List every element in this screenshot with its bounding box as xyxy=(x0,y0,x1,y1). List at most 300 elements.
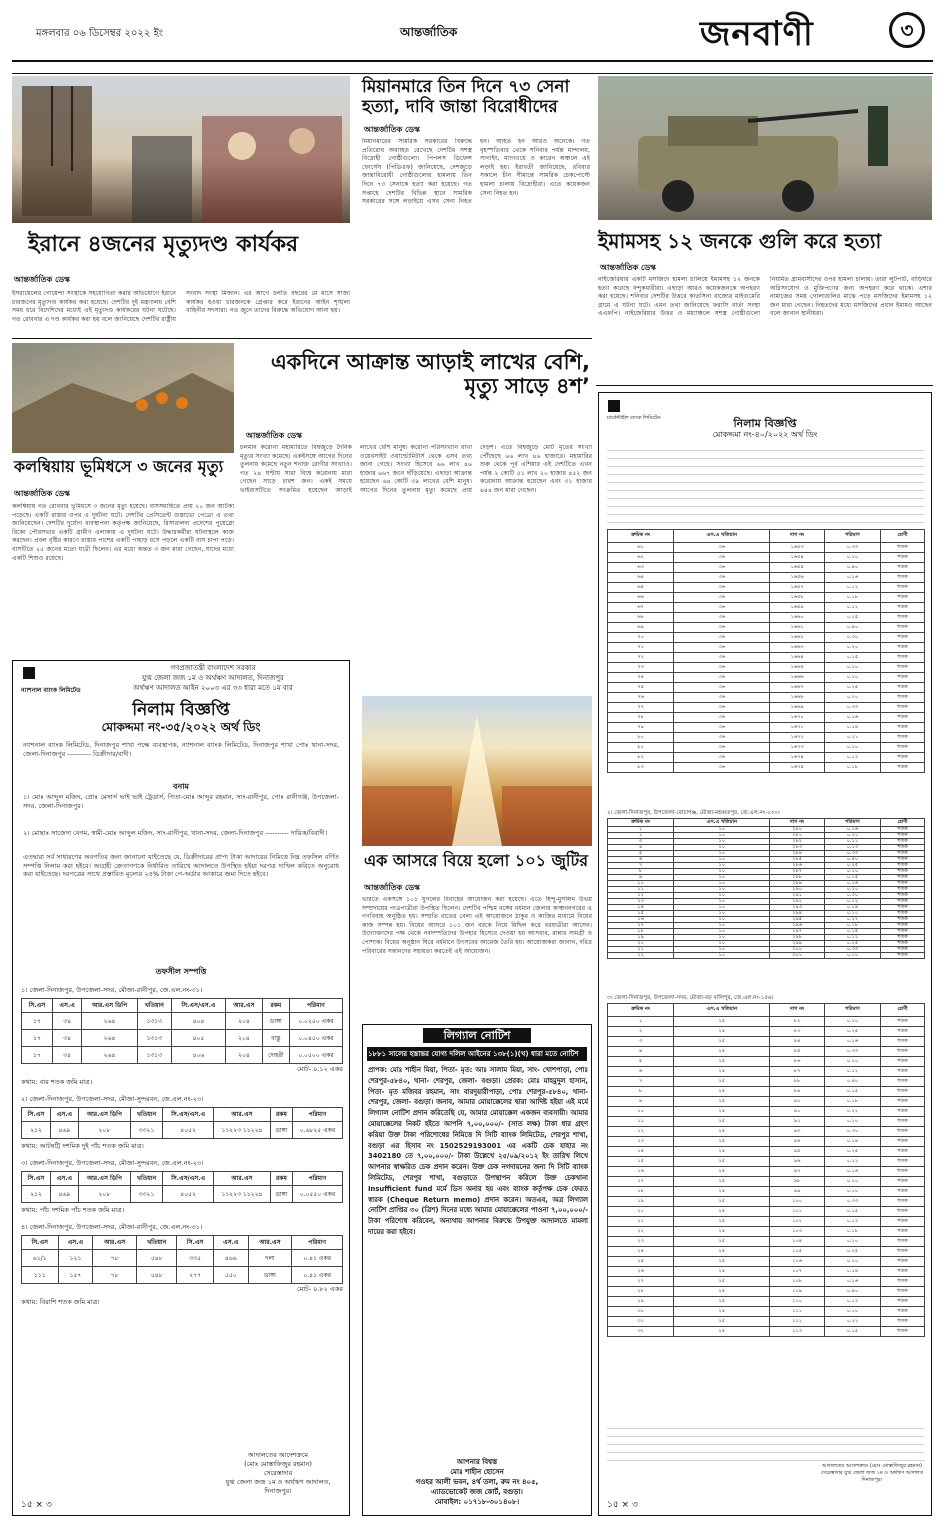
table-cell: ৭৩ xyxy=(608,663,674,673)
right-table-3 xyxy=(607,1003,925,1337)
table-cell: ২৫ xyxy=(674,1167,770,1177)
table-cell: ৭১ xyxy=(608,643,674,653)
table-header-cell: পরিমাণ xyxy=(824,819,880,827)
table-cell: ০.৬৮২৫ একর xyxy=(292,1122,342,1139)
table-cell: ৩২ xyxy=(608,1327,674,1337)
table-row xyxy=(608,1277,925,1287)
right-bank-name: মার্কেন্টাইল ব্যাংক লিমিটেড xyxy=(607,415,661,421)
legal-sign-by: আপনার বিশ্বস্ত xyxy=(456,1458,498,1466)
iran-photo-art xyxy=(12,76,350,223)
table-cell: ০.১৬ xyxy=(824,1037,880,1047)
table-cell: ১০ xyxy=(674,881,770,887)
table-cell: শতক xyxy=(880,593,924,603)
auction-title: নিলাম বিজ্ঞপ্তি xyxy=(132,700,230,720)
table-row xyxy=(608,1207,925,1217)
logo-text: জনবাণী xyxy=(700,14,814,54)
table-cell: ১০ xyxy=(674,953,770,959)
table-cell: ২৯ xyxy=(608,1297,674,1307)
table-cell: ১৬৬০ xyxy=(770,613,825,623)
table-header-cell: শ্রেণী xyxy=(880,530,924,543)
table-cell: ২৮৯ xyxy=(770,881,825,887)
table-cell: শতক xyxy=(880,743,924,753)
table-cell: ১৩১৩ xyxy=(137,1030,171,1047)
table-cell: ০.২০ xyxy=(824,1057,880,1067)
table-header-cell: শ্রেণী xyxy=(880,1004,924,1017)
table-cell: ৪৬৯ xyxy=(51,1122,79,1139)
table-cell: ৭৮ xyxy=(93,1250,137,1267)
table-header-cell: সি.এস/এস.এ xyxy=(163,1108,214,1122)
table-cell: ১৮ xyxy=(608,1187,674,1197)
table-cell: ৩৬ xyxy=(674,633,770,643)
table-cell: ২৯১ xyxy=(770,893,825,899)
table-cell: ১৬৭২ xyxy=(770,733,825,743)
table-cell: ০.১৮ xyxy=(824,1097,880,1107)
table-cell: ২৫ xyxy=(674,1217,770,1227)
wedding-headline: এক আসরে বিয়ে হলো ১০১ জুটির xyxy=(364,851,588,870)
table-cell: ৩৪ xyxy=(52,1047,81,1064)
table-cell: ৯১ xyxy=(770,1107,825,1117)
table-cell: ৮৩ xyxy=(770,1027,825,1037)
table-header-cell: দাগ নং xyxy=(770,530,825,543)
table-cell: শতক xyxy=(880,1297,924,1307)
nigeria-desk: আন্তর্জাতিক ডেস্ক xyxy=(600,263,656,272)
table-header-cell: এস.এ xyxy=(51,1108,79,1122)
table-cell: ১০ xyxy=(674,905,770,911)
right-bank-logo-icon xyxy=(607,399,621,413)
table-cell: ০.৪০ xyxy=(824,1077,880,1087)
iran-photo xyxy=(12,76,350,223)
table-cell: ২৪ xyxy=(608,1247,674,1257)
table-cell: ২৫ xyxy=(674,1237,770,1247)
table-cell: ৬ xyxy=(608,857,674,863)
table-cell: শতক xyxy=(880,1077,924,1087)
table-row xyxy=(608,1287,925,1297)
table-cell: ১০১ xyxy=(770,1207,825,1217)
table-cell: ৮১ xyxy=(608,743,674,753)
table-cell: শতক xyxy=(880,1087,924,1097)
table-cell: শতক xyxy=(880,1057,924,1067)
table-header-cell: খতিয়ান xyxy=(137,999,171,1013)
legal-body: প্রাপক: মোঃ শাহীন মিয়া, পিতা- মৃত: আঃ সালাম মিয়া, সাং- খোশপাড়া, পোঃ শেরপুর-৫৮৪০, থানা- শেরপুর, জেলা- বগুড়া। প্রেরক: মোঃ মাহমুদুল হাসান, পিতা- মৃত মজিবর রহমান, সাং বারদুয়ারীপাড়া, পোঃ শেরপুর-৫৮৪০, থানা- শেরপুর, জেলা- বগুড়া। জনাব, আমার মোয়াক্কেলের দ্বারা আদিষ্ট হইয়া এই মর্মে লিগ্যাল নোটিশ প্রদান করিতেছি যে, আমার মোয়াক্কেল একজন ব্যবসায়ী। আমার মোয়াক্কেলের নিকট হইতে আপনি ৭,০০,০০০/- (সাত লক্ষ) টাকা ধার গ্রহণ করিয়া উক্ত টাকা পরিশোধের নিমিত্তে দি সিটি ব্যাংক লিমিটেড, শেরপুর শাখা, বগুড়া এর হিসাব নং 1502529193001 এর একটি চেক যাহার নং 3402180 তে ৭,০০,০০০/- টাকা উল্লেখে ২৫/০৯/২০১২ ইং তারিখ লিখে আপনার স্বাক্ষরিত চেক প্রদান করেন। উক্ত চেক নগদায়নের জন্য দি সিটি ব্যাংক লিমিটেড, শেরপুর শাখা, বগুড়াতে উপস্থাপন করিলে উক্ত চেকখানা Insufficient fund মর্মে ডিস অনার হয় এবং ব্যাংক কর্তৃপক্ষ চেক ফেরত স্বারক (Cheque Return memo) প্রদান করেন। অতএব, অত্র লিগ্যাল নোটিশ প্রাপ্তির ৩০ (ত্রিশ) দিনের মধ্যে আমার মোয়াক্কেলের পাওনা ৭,০০,০০০/- টাকা পরিশোধ করিবেন, অন্যথায় আপনার বিরুদ্ধে উপযুক্ত আদালতে মামলা দায়ের করা হইবে। xyxy=(368,1066,588,1236)
table-header-cell: আর.এস ডিপি xyxy=(78,1108,130,1122)
case-number: মোকদ্দমা নং-৩৫/২০২২ অর্থ ডিং xyxy=(101,720,261,734)
table-cell: ২০৪ xyxy=(225,1030,262,1047)
table-cell: ০.৪০ xyxy=(824,857,880,863)
table-cell: শতক xyxy=(880,1067,924,1077)
table-cell: ৩৬ xyxy=(674,603,770,613)
table-cell: ০.১৪ xyxy=(824,1267,880,1277)
table-cell: ৬৩ xyxy=(608,563,674,573)
table-cell: ১৭ xyxy=(22,1047,53,1064)
table-cell: ৩৬ xyxy=(674,663,770,673)
table-cell: ০.২০ xyxy=(824,887,880,893)
table-cell: ৩৬ xyxy=(674,743,770,753)
table-cell: ৩০১ xyxy=(770,953,825,959)
table-header-cell: সি.এস xyxy=(22,999,53,1013)
right-notice-body xyxy=(607,443,925,523)
table-cell: ৩৬ xyxy=(674,583,770,593)
table-cell: ০.১৬ xyxy=(824,713,880,723)
schedule-label: তফসীল সম্পত্তি xyxy=(155,967,207,976)
table-cell: ৬১/১ xyxy=(22,1250,59,1267)
table-header-cell: পরিমাণ xyxy=(292,1172,342,1186)
data-table xyxy=(21,1107,343,1139)
table-cell: ০.৪০ xyxy=(824,623,880,633)
table-caption: ৪। জেলা-দিনাজপুর, উপজেলা-সদর, মৌজা-রানীপুর, জে.এল.নং-৩১। xyxy=(21,1223,203,1231)
right-table-1 xyxy=(607,529,925,773)
newspaper-logo xyxy=(700,8,930,53)
table-row xyxy=(608,1127,925,1137)
table-cell: শতক xyxy=(880,1227,924,1237)
table-cell: ১৭ xyxy=(22,1013,53,1030)
table-cell: ৩০০ xyxy=(770,947,825,953)
table-cell: ৯৮ xyxy=(770,1177,825,1187)
table-cell: ১৬৫৮ xyxy=(770,593,825,603)
table-cell: ১১১ xyxy=(22,1267,59,1284)
wedding-photo-art xyxy=(362,696,592,846)
table-cell: ২৮০ xyxy=(770,827,825,833)
table-cell: ০.১০ xyxy=(824,1017,880,1027)
table-cell: ৩৬ xyxy=(674,673,770,683)
table-row xyxy=(608,1247,925,1257)
table-cell: ২৫ xyxy=(674,1267,770,1277)
table-header-cell: খতিয়ান xyxy=(130,1108,162,1122)
table-cell: ০.১৬ xyxy=(824,573,880,583)
table-cell: ১০৬ xyxy=(770,1257,825,1267)
table-cell: ২৫ xyxy=(674,1177,770,1187)
covid-body: চলমান করোনা মহামারিতে বিশ্বজুড়ে দৈনিক মৃত্যুর সংখ্যা কমেছে। একইসঙ্গে আগের দিনের তুলনায় কমেছে নতুন শনাক্ত রোগীর সংখ্যাও। গত ২৪ ঘণ্টায় সারা বিশ্বে করোনায় মারা গেছেন সাড়ে চারশ জন। একই সময়ে ভাইরাসটিতে সংক্রমিত হয়েছেন আড়াই লাখের বেশি মানুষ। করোনা পরিসংখ্যান রাখা ওয়েবসাইট ওয়ার্ল্ডোমিটার্স থেকে এসব তথ্য জানা গেছে। সংখ্যা হিসেবে ৬৬ লাখ ৪৬ হাজার ৬৬৭ জনে দাঁড়িয়েছে। এছাড়া আক্রান্ত হয়েছেন ৬৪ কোটি ৩৯ লাখের বেশি মানুষ। আগের দিনের তুলনায় মৃত্যু কমেছে প্রায় দেড়শ। এতে বিশ্বজুড়ে মোট মৃতের সংখ্যা পৌঁছেছে ৬৬ লাখ ৪৬ হাজারে। মহামারির শুরু থেকে পূর্ব এশিয়ার এই দেশটিতে এখন পর্যন্ত ২ কোটি ৫১ লাখ ২০ হাজার ৪৫২ জন করোনায় আক্রান্ত হয়েছেন এবং ৩১ হাজার ৬৪৪ জন মারা গেছেন। xyxy=(240,444,592,494)
table-cell: ১০ xyxy=(674,929,770,935)
table-cell: ১০ xyxy=(608,881,674,887)
table-cell: ৮২ xyxy=(770,1017,825,1027)
table-cell: ৪০৫২ xyxy=(163,1122,214,1139)
table-row xyxy=(22,1030,343,1047)
table-cell: শতক xyxy=(880,1207,924,1217)
table-header-cell: আর.এস xyxy=(93,1236,137,1250)
table-cell: ১৩ xyxy=(608,899,674,905)
table-cell: ১৬ xyxy=(608,917,674,923)
table-cell: ৩৪ xyxy=(52,1030,81,1047)
page-number-badge: ৩ xyxy=(889,12,925,48)
table-cell: ১০ xyxy=(674,839,770,845)
table-row xyxy=(22,1013,343,1030)
table-row xyxy=(608,1047,925,1057)
table-cell: ১০ xyxy=(674,851,770,857)
table-cell: ০.২২ xyxy=(824,1317,880,1327)
table-cell: ২৫ xyxy=(674,1207,770,1217)
auction-notice-right xyxy=(598,392,932,1516)
table-cell: ৭৪ xyxy=(608,673,674,683)
table-cell: ২৯৭ xyxy=(770,929,825,935)
data-table xyxy=(21,998,343,1064)
table-cell: ০.১৬ xyxy=(824,1277,880,1287)
table-cell: ১৬৫৭ xyxy=(770,583,825,593)
table-note: কথায়: আটষট্টি দশমিক দুই পাঁচ শতক জমি মাত্র। xyxy=(21,1142,144,1150)
table-cell: ১৪ xyxy=(608,905,674,911)
table-cell: ১৫ xyxy=(608,911,674,917)
table-cell: ২৫ xyxy=(674,1297,770,1307)
table-cell: ২৫ xyxy=(674,1117,770,1127)
table-row xyxy=(608,573,925,583)
table-header-row xyxy=(608,1004,925,1017)
table-cell: শতক xyxy=(880,1127,924,1137)
table-cell: ৩৬ xyxy=(674,563,770,573)
table-cell: ২৫ xyxy=(674,1287,770,1297)
table-cell: ০.১০ xyxy=(824,869,880,875)
table-cell: শতক xyxy=(880,923,924,929)
table-cell: ২৫ xyxy=(674,1067,770,1077)
schedule-tables xyxy=(21,981,343,1314)
table-header-row xyxy=(608,530,925,543)
table-row xyxy=(608,653,925,663)
table-cell: ১৬৬৪ xyxy=(770,653,825,663)
table-cell: ০.২২ xyxy=(824,1107,880,1117)
table-cell: শতক xyxy=(880,827,924,833)
table-cell: বাস্তু xyxy=(262,1030,289,1047)
table-header-cell: সি.এস/এস.এ xyxy=(171,999,225,1013)
table-row xyxy=(608,693,925,703)
table-cell: ৮০ xyxy=(608,733,674,743)
right-caption-2: ২। জেলা-দিনাজপুর, উপজেলা-বোচাগঞ্জ, মৌজা-মহব্বতপুর, জে.এল.নং-১৩০। xyxy=(607,810,780,816)
table-cell: ১৬৭৩ xyxy=(770,743,825,753)
table-cell: ০.১৪ xyxy=(824,1137,880,1147)
table-cell: ১১১ xyxy=(770,1307,825,1317)
table-cell: ৭৬ xyxy=(608,693,674,703)
table-cell: ০.২৫ xyxy=(824,1027,880,1037)
table-cell: শতক xyxy=(880,653,924,663)
table-cell: ০.১০ xyxy=(824,553,880,563)
legal-sign-addr: গওহর আলী ভবন, ৪র্থ তলা, রুম নং ৪০৫, xyxy=(415,1478,539,1486)
table-header-cell: এস.এ খতিয়ান xyxy=(674,530,770,543)
table-cell: ৭৭ xyxy=(608,703,674,713)
table-header-cell: ক্রমিক নং xyxy=(608,530,674,543)
table-cell: শতক xyxy=(880,845,924,851)
table-header-cell: পরিমাণ xyxy=(292,1108,342,1122)
table-cell: ৫৪৮ xyxy=(136,1250,176,1267)
table-cell: শতক xyxy=(880,1167,924,1177)
legal-sign-office: এ্যাডভোকেট জজ কোর্ট, বগুড়া। xyxy=(431,1488,523,1496)
table-cell: ডাঙ্গা xyxy=(270,1122,292,1139)
table-row xyxy=(608,703,925,713)
table-cell: শতক xyxy=(880,863,924,869)
table-note: কথায়: বার শতক জমি মাত্র। xyxy=(21,1078,93,1086)
table-total: মোট- ০.১২ একর xyxy=(297,1065,343,1073)
table-cell: ০.০৫০০ একর xyxy=(289,1047,342,1064)
table-cell: শতক xyxy=(880,893,924,899)
table-cell: ১০ xyxy=(608,1107,674,1117)
table-cell: ০.৩৩ xyxy=(824,703,880,713)
table-row xyxy=(608,1077,925,1087)
right-case-number: মোকদ্দমা নং-৪০/২০২২ অর্থ ডিং xyxy=(712,430,818,439)
bank-name: ন্যাশনাল ব্যাংক লিমিটেড xyxy=(21,687,81,694)
table-cell: ০.২০ xyxy=(824,1177,880,1187)
table-cell: শতক xyxy=(880,911,924,917)
table-cell: ৩৬ xyxy=(674,723,770,733)
table-row xyxy=(608,723,925,733)
table-cell: ২১ xyxy=(608,947,674,953)
table-cell: ১২ xyxy=(608,1127,674,1137)
table-row xyxy=(608,1297,925,1307)
table-cell: ২৭ xyxy=(608,1277,674,1287)
table-cell: ১৬৫৪ xyxy=(770,553,825,563)
table-cell: ০.১৫ xyxy=(824,1207,880,1217)
table-cell: ২৭৭ xyxy=(177,1267,214,1284)
table-cell: ৩৬ xyxy=(674,573,770,583)
table-cell: ৪০৪ xyxy=(171,1013,225,1030)
right-table-2 xyxy=(607,818,925,959)
table-cell: শতক xyxy=(880,1107,924,1117)
issue-date: মঙ্গলবার ০৬ ডিসেম্বর ২০২২ ইং xyxy=(36,28,164,39)
iran-headline: ইরানে ৪জনের মৃত্যুদণ্ড কার্যকর xyxy=(28,232,299,257)
table-cell: ৬৯ xyxy=(608,623,674,633)
table-cell: ১৪ xyxy=(608,1147,674,1157)
table-header-cell: এস.এ xyxy=(51,1172,79,1186)
table-cell: ০.১০ xyxy=(824,1117,880,1127)
table-cell: ৬৭ xyxy=(608,603,674,613)
table-cell: ০.১৪ xyxy=(824,723,880,733)
table-cell: শতক xyxy=(880,583,924,593)
table-cell: ২৫ xyxy=(674,1137,770,1147)
table-cell: ৪০৫ xyxy=(171,1030,225,1047)
table-cell: শতক xyxy=(880,1287,924,1297)
table-cell: ২৯৮ xyxy=(770,935,825,941)
table-cell: শতক xyxy=(880,553,924,563)
table-cell: শতক xyxy=(880,881,924,887)
table-cell: ৬৫ xyxy=(608,583,674,593)
table-cell: ১৬৬৭ xyxy=(770,683,825,693)
table-row xyxy=(608,563,925,573)
table-row xyxy=(608,543,925,553)
table-cell: ১৩১৩ xyxy=(137,1047,171,1064)
table-caption: ৩। জেলা-দিনাজপুর, উপজেলা-সদর, মৌজা-সুন্দরবন, জে.এল.নং-২৩। xyxy=(21,1159,204,1167)
table-cell: ০.৩০ xyxy=(824,633,880,643)
table-cell: ১০৮ xyxy=(770,1277,825,1287)
table-cell: ০.১২ xyxy=(824,935,880,941)
table-cell: ২৫ xyxy=(674,1017,770,1027)
table-header-cell: পরিমাণ xyxy=(292,1236,343,1250)
table-cell: ৩৬ xyxy=(674,733,770,743)
legal-subtitle: ১৮৮১ সালের হস্তান্তর যোগ্য দলিল আইনের ১৩৮(১)(খ) ধারা মতে নোটিশ xyxy=(367,1047,587,1061)
table-header-cell: খতিয়ান xyxy=(136,1236,176,1250)
table-cell: শতক xyxy=(880,833,924,839)
table-cell: ১৬৭১ xyxy=(770,723,825,733)
table-row xyxy=(608,1017,925,1027)
table-cell: ৩৩২১ xyxy=(130,1186,162,1203)
table-cell: শতক xyxy=(880,1197,924,1207)
table-cell: ৫ xyxy=(608,851,674,857)
table-cell: শতক xyxy=(880,905,924,911)
table-header-cell: আর.এস xyxy=(214,1172,271,1186)
table-cell: ১১ xyxy=(608,1117,674,1127)
table-cell: শতক xyxy=(880,899,924,905)
table-cell: ০.২১ xyxy=(824,733,880,743)
table-cell: শতক xyxy=(880,953,924,959)
table-header-cell: দাগ নং xyxy=(770,1004,825,1017)
table-cell: ১৬৬১ xyxy=(770,623,825,633)
table-cell: ৩ xyxy=(608,1037,674,1047)
table-row xyxy=(608,1177,925,1187)
table-cell: ১৯ xyxy=(608,935,674,941)
table-cell: ১০ xyxy=(674,863,770,869)
table-header-cell: সি.এস xyxy=(177,1236,214,1250)
table-header-cell: আর.এস xyxy=(214,1108,271,1122)
table-header-cell: সি.এস xyxy=(22,1236,59,1250)
table-note: কথায়: বিরাশি শতক জমি মাত্র। xyxy=(21,1298,100,1306)
table-cell: ২৮৮ xyxy=(770,875,825,881)
table-cell: ০.২৫ xyxy=(824,1147,880,1157)
table-header-row xyxy=(22,1236,343,1250)
table-total: মোট- ০.৮২ একর xyxy=(297,1285,343,1293)
header-rule xyxy=(12,60,933,62)
table-cell: ডাঙ্গা xyxy=(248,1267,292,1284)
table-cell: ১০২ xyxy=(770,1217,825,1227)
table-cell: ২৮৬ xyxy=(770,863,825,869)
table-header-cell: এস.এ খতিয়ান xyxy=(674,819,770,827)
data-table xyxy=(607,818,925,959)
signature-block xyxy=(213,1451,343,1496)
table-cell: ২২ xyxy=(608,1227,674,1237)
iran-desk: আন্তর্জাতিক ডেস্ক xyxy=(14,275,70,284)
table-header-cell: সি.এস xyxy=(22,1108,51,1122)
table-caption: ২। জেলা-দিনাজপুর, উপজেলা-সদর, মৌজা-সুন্দরবন, জে.এল.নং-২৩। xyxy=(21,1095,204,1103)
table-cell: ৮৭ xyxy=(770,1067,825,1077)
table-cell: শতক xyxy=(880,1037,924,1047)
table-row xyxy=(608,1187,925,1197)
table-cell: ডাঙ্গা xyxy=(270,1186,292,1203)
table-cell: ২৫ xyxy=(674,1127,770,1137)
right-caption-3: ৩। জেলা-দিনাজপুর, উপজেলা-সদর, মৌজা-বড় বালিপুর, জে.এল.নং-১৫৬। xyxy=(607,995,774,1001)
table-row xyxy=(608,1327,925,1337)
table-cell: ৪০৬ xyxy=(171,1047,225,1064)
table-cell: ৭৫ xyxy=(608,683,674,693)
table-cell: শতক xyxy=(880,1177,924,1187)
table-cell: ১৬৬৫ xyxy=(770,663,825,673)
table-cell: ৬২ xyxy=(608,553,674,563)
defendant-para-1: ১। মোঃ আব্দুল মজিদ, প্রোঃ মেসার্স ভাই ভাই ট্রেডার্স, পিতা-মোঃ আব্দুর রহমান, সাং-রানীপুর, পোঃ রানীগঞ্জ, উপজেলা-সদর, জেলা-দিনাজপুর। xyxy=(23,793,339,810)
table-cell: শতক xyxy=(880,1117,924,1127)
table-cell: ৪৬৬ xyxy=(213,1250,248,1267)
table-header-row xyxy=(608,819,925,827)
table-cell: ৮৮ xyxy=(770,1077,825,1087)
table-cell: ২৫ xyxy=(674,1197,770,1207)
table-cell: শতক xyxy=(880,1247,924,1257)
table-cell: ৩৩২১ xyxy=(130,1122,162,1139)
table-cell: ১২১ xyxy=(58,1250,93,1267)
wedding-desk: আন্তর্জাতিক ডেস্ক xyxy=(364,883,420,892)
table-cell: ১০ xyxy=(674,899,770,905)
table-cell: ১ xyxy=(608,827,674,833)
table-row xyxy=(608,663,925,673)
table-cell: ২৯৩ xyxy=(770,905,825,911)
table-cell: ১৬৭০ xyxy=(770,713,825,723)
table-cell: ১৬৬৩ xyxy=(770,643,825,653)
table-cell: শতক xyxy=(880,623,924,633)
table-cell: ২৩ xyxy=(608,1237,674,1247)
table-row xyxy=(22,1267,343,1284)
table-cell: ২৫ xyxy=(674,1107,770,1117)
section-divider xyxy=(12,338,592,339)
versus-label: বনাম xyxy=(173,782,189,791)
table-header-cell: আর.এস ডিপি xyxy=(82,999,137,1013)
sign-by: আদালতের আদেশক্রমে xyxy=(248,1451,308,1459)
table-cell: শতক xyxy=(880,857,924,863)
table-cell: ০.১৬ xyxy=(824,1167,880,1177)
table-cell: ১৬৬৬ xyxy=(770,673,825,683)
iran-body: ইসরায়েলের গোয়েন্দা সংস্থাকে সহযোগিতা করার অভিযোগে ইরানে চারজনের মৃত্যুদণ্ড কার্যকর করা হয়েছে। দেশটির দুই মন্ত্রণালয় বেশি সময় ধরে বিদেশিদের মধ্যেই এই মৃত্যুদণ্ড কার্যকরের ঘটনা ঘটেছে। গত রোববার এ দণ্ড কার্যকর করা হয় বলে জানিয়েছে দেশটির রাষ্ট্রীয় সংবাদ সংস্থা মিজান। এর আগে চলতি বছরের মে মাসে সাজা কার্যকর হওয়া চারজনকে গ্রেপ্তার করে ইরানের আইন শৃঙ্খলা বাহিনীর সদস্যরা। গত জুনে তাদের বিরুদ্ধে অভিযোগ আনা হয়। xyxy=(12,290,350,323)
right-signature: আদালতের আদেশক্রমে (মোঃ মোস্তাফিজুর রহমান) সেরেস্তাদার যুগ্ম জেলা জজ ১ম ও অর্থঋণ আদালত দিনাজপুর। xyxy=(820,1463,924,1483)
table-cell: ৮২ xyxy=(608,753,674,763)
table-row xyxy=(608,1117,925,1127)
